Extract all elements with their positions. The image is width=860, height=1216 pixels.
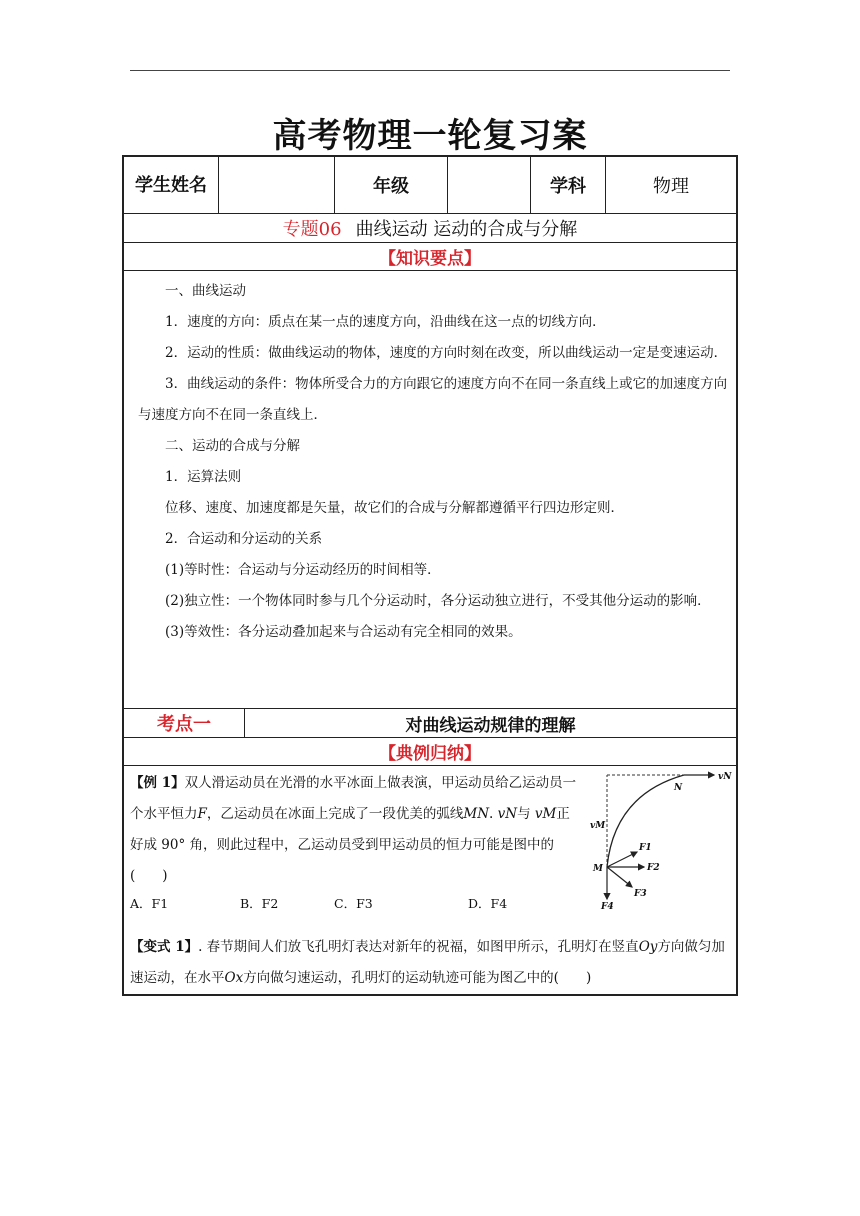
label-F1: F1 (639, 843, 652, 853)
variant-1-text-b: 方向做匀加速运动，在水平 (130, 939, 725, 986)
knowledge-text (138, 276, 732, 648)
examples-heading: 【典例归纳】 (379, 744, 481, 764)
knowledge-line: (2)独立性：一个物体同时参与几个分运动时，各分运动独立进行，不受其他分运动的影响． (165, 593, 711, 609)
topic-number: 专题06 (282, 219, 342, 240)
knowledge-heading: 【知识要点】 (379, 249, 481, 269)
var-MN: MN (463, 806, 490, 822)
topic-row (124, 214, 736, 243)
label-M: M (593, 864, 603, 874)
var-Oy: Oy (638, 939, 658, 955)
label-vM: vM (590, 821, 606, 831)
var-Ox: Ox (224, 970, 244, 986)
knowledge-line: 3．曲线运动的条件：物体所受合力的方向跟它的速度方向不在同一条直线上或它的加速度方向与速度方向不在同一条直线上． (138, 376, 728, 423)
var-vM: vM (534, 806, 557, 822)
F1-arrow (607, 852, 637, 867)
info-row (124, 157, 736, 214)
knowledge-heading-row (124, 243, 736, 271)
kaodian-label: 考点一 (157, 714, 211, 735)
option-a: A．F1 (130, 896, 169, 911)
knowledge-body (124, 271, 736, 709)
topic-title: 曲线运动 运动的合成与分解 (355, 219, 578, 240)
example-1-text-e: 正好成 90° 角，则此过程中，乙运动员受到甲运动员的恒力可能是图中的( ) (130, 806, 570, 884)
examples-body (124, 766, 736, 996)
knowledge-line: (3)等效性：各分运动叠加起来与合运动有完全相同的效果。 (165, 624, 522, 640)
page-title: 高考物理一轮复习案 (272, 116, 588, 156)
force-diagram-figure (588, 770, 734, 910)
label-F3: F3 (634, 889, 647, 899)
grade-label: 年级 (334, 157, 447, 213)
option-d: D．F4 (468, 896, 508, 911)
variant-1-text (130, 932, 730, 994)
knowledge-line: 2．合运动和分运动的关系 (165, 531, 323, 547)
label-F4: F4 (601, 902, 614, 910)
var-F: F (197, 806, 207, 822)
example-1-text-d: 与 (517, 806, 531, 822)
kaodian-title: 对曲线运动规律的理解 (244, 709, 736, 737)
example-1-tag: 【例 1】 (130, 775, 185, 791)
label-vN: vN (718, 772, 732, 782)
student-name-label: 学生姓名 (135, 174, 207, 196)
variant-1-tag: 【变式 1】 (130, 939, 199, 955)
example-1-text-a: 双人滑运动员在光滑的水平冰面上做表演，甲运动员给乙运动员一个水平恒力 (130, 775, 577, 822)
student-name-value (218, 157, 334, 213)
knowledge-line: 1．速度的方向：质点在某一点的速度方向，沿曲线在这一点的切线方向． (165, 314, 606, 330)
option-b: B．F2 (240, 896, 279, 911)
subject-value: 物理 (605, 157, 736, 213)
topic-heading (124, 214, 736, 242)
subject-label: 学科 (530, 157, 605, 213)
example-1-text (130, 768, 578, 892)
example-1-text-c: . (489, 806, 494, 822)
option-c: C．F3 (334, 896, 373, 911)
header-rule (130, 70, 730, 71)
F3-arrow (607, 867, 632, 887)
knowledge-line: (1)等时性：合运动与分运动经历的时间相等． (165, 562, 441, 578)
variant-1-text-c: 方向做匀速运动，孔明灯的运动轨迹可能为图乙中的( ) (243, 970, 592, 986)
grade-value (447, 157, 530, 213)
label-F2: F2 (647, 863, 660, 873)
knowledge-line: 2．运动的性质：做曲线运动的物体，速度的方向时刻在改变，所以曲线运动一定是变速运动． (165, 345, 728, 361)
trajectory-curve (607, 775, 684, 867)
label-N: N (674, 783, 683, 793)
kaodian-row (124, 709, 736, 738)
lesson-table (122, 155, 738, 996)
knowledge-line: 位移、速度、加速度都是矢量，故它们的合成与分解都遵循平行四边形定则． (165, 500, 624, 516)
knowledge-line: 1．运算法则 (165, 469, 242, 485)
variant-1-text-a: . 春节期间人们放飞孔明灯表达对新年的祝福，如图甲所示，孔明灯在竖直 (198, 939, 639, 955)
knowledge-line: 一、曲线运动 (165, 283, 246, 299)
example-1-text-b: ，乙运动员在冰面上完成了一段优美的弧线 (206, 806, 464, 822)
knowledge-line: 二、运动的合成与分解 (165, 438, 300, 454)
examples-heading-row (124, 738, 736, 766)
var-vN: vN (497, 806, 518, 822)
